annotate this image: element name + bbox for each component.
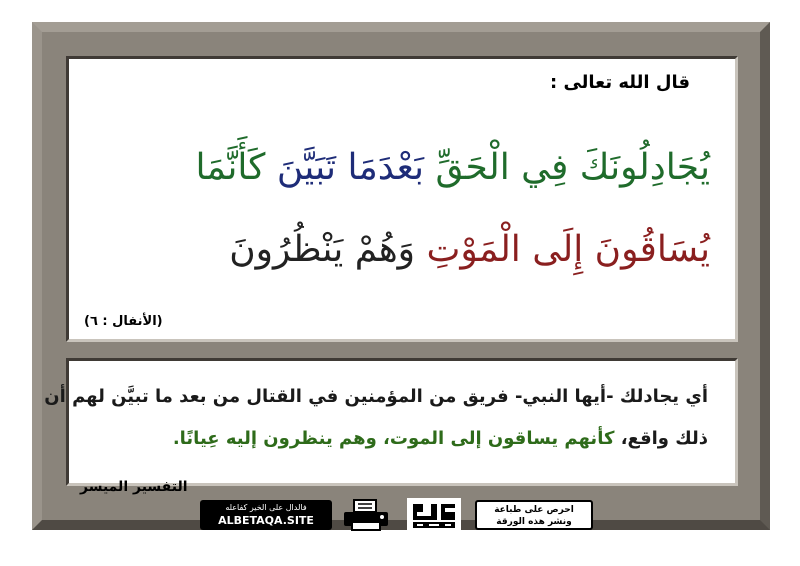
verse-segment: كَأَنَّمَا: [195, 147, 277, 188]
tafsir-panel: [66, 358, 738, 486]
website-slogan: فالدال على الخير كفاعله: [225, 503, 307, 512]
tafsir-source: التفسير الميسر: [80, 479, 188, 495]
print-share-badge: [475, 500, 593, 530]
print-share-line-1: احرص على طباعة: [494, 505, 574, 515]
website-badge[interactable]: [200, 500, 332, 530]
printer-icon: [340, 498, 394, 532]
verse-reference: (الأنفال : ٦): [84, 314, 163, 329]
tafsir-text: ذلك واقع،: [614, 428, 708, 449]
verse-line-2: [229, 228, 710, 272]
verse-segment: بَعْدَمَا تَبَيَّنَ: [276, 147, 436, 188]
verse-segment: يُجَادِلُونَكَ فِي الْحَقِّ: [435, 147, 710, 188]
verse-intro: قال الله تعالى :: [549, 72, 690, 93]
logo: [405, 496, 463, 534]
tafsir-line-2: [173, 428, 708, 449]
verse-line-1: [196, 146, 710, 190]
verse-panel: [66, 56, 738, 342]
footer-bar: [200, 496, 595, 536]
print-share-line-2: ونشر هذه الورقة: [496, 517, 572, 527]
tafsir-line-1: أي يجادلك -أيها النبي- فريق من المؤمنين في القتال من بعد ما تبيَّن لهم أن: [44, 386, 708, 407]
tafsir-text-highlight: كأنهم يساقون إلى الموت، وهم ينظرون إليه عِيانًا.: [172, 428, 615, 449]
verse-segment: يُسَاقُونَ إِلَى الْمَوْتِ: [426, 229, 710, 270]
verse-segment: وَهُمْ يَنْظُرُونَ: [229, 229, 427, 270]
website-url: ALBETAQA.SITE: [218, 514, 314, 527]
